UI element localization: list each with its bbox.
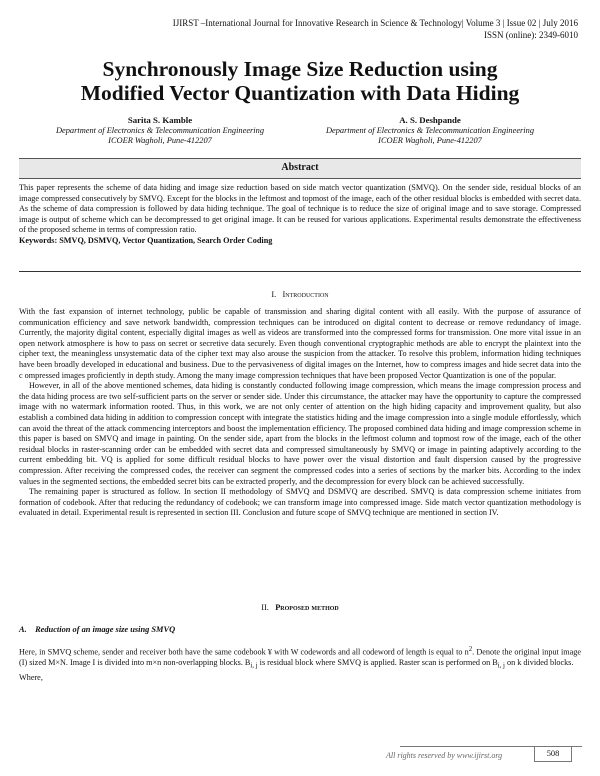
text-run: on k divided blocks.	[504, 658, 574, 668]
author-inst: ICOER Wagholi, Pune-412207	[378, 136, 482, 145]
author-dept: Department of Electronics & Telecommunication Engineering	[55, 125, 265, 135]
section-title: Introduction	[282, 290, 329, 299]
paragraph: The remaining paper is structured as follow. In section II methodology of SMVQ and DSMVQ are described. SMVQ is data compression scheme initiates from formation of codebook. After that reducing the redundancy of codebook; we can transform image into compressed image. Side match vector quantization methodology is evaluated in detail. Experimental result is represented in section III. Conclusion and future scope of SMVQ technique are mentioned in section IV.	[19, 487, 581, 518]
journal-header: IJIRST –International Journal for Innovative Research in Science & Technology| Volume 3 | Issue 02 | July 2016	[172, 18, 578, 28]
abstract-body	[19, 183, 581, 247]
subsection-title: Reduction of an image size using SMVQ	[35, 625, 176, 634]
author-dept: Department of Electronics & Telecommunication Engineering	[325, 125, 535, 135]
author-inst: ICOER Wagholi, Pune-412207	[108, 136, 212, 145]
subsection-heading	[19, 625, 175, 634]
section-heading-introduction	[0, 290, 600, 299]
title-line-2: Modified Vector Quantization with Data Hiding	[80, 81, 520, 105]
section-number: I.	[271, 290, 277, 299]
section-number: II.	[261, 603, 269, 612]
paper-title	[0, 57, 600, 105]
text-run: . Denote the original input image (I) sized M×N. Image I is divided into m×n non-overlapping blocks. B	[19, 647, 581, 668]
author-block-1	[20, 115, 300, 147]
abstract-heading-box	[19, 158, 581, 179]
abstract-text: This paper represents the scheme of data hiding and image size reduction based on side match vector quantization (SMVQ). On the sender side, residual blocks of an image compressed consecutively by SMVQ. Except for the blocks in the leftmost and topmost of the image, each of the other residual blocks is embedded with secret data. As the scheme of data compression is followed by data hiding technique. The goal of technique is to reduce the size of original image and to save storage. Compressed image is output of scheme which can be decompressed to get original image. It can be reused for various applications. Experimental results demonstrate the effectiveness of the proposed scheme in terms of compression ratio.	[19, 183, 581, 235]
issn-line: ISSN (online): 2349-6010	[484, 30, 578, 40]
page-number: 508	[534, 746, 572, 762]
text-run: Here, in SMVQ scheme, sender and receiver both have the same codebook ¥ with W codewords and all codeword of length is equal to n	[19, 647, 469, 657]
proposed-method-body	[19, 645, 581, 683]
paragraph: Where,	[19, 672, 43, 682]
abstract-divider	[19, 271, 581, 272]
paragraph: However, in all of the above mentioned schemes, data hiding is constantly conducted following image compression, which means the image compression process and the data hiding process are two self-sufficient parts on the server or sender side. Under this circumstance, the attacker may have the opportunity to capture the compressed image with no watermark information rooted. Thus, in this work, we are not only center of attention on the high hiding capacity and improvement quality, but also establish a combined data hiding in addition to compression concept with integrate the statistics hiding and the image compression into a single module effortlessly, which can avoid the threat of the attack commencing interceptors and boost the implementation efficiency. The proposed combined data hiding and image compression scheme in this paper is based on SMVQ and image in painting. On the sender side, apart from the blocks in the leftmost column and topmost row of the image, each of the other residual blocks in raster-scanning order can be embedded with secret data and compressed simultaneously by SMVQ or image in painting adaptively according to the current embedding bit. VQ is applied for some difficult residual blocks to have power over the visual distortion and fault dispersion caused by the progressive compression. After receiving the compressed codes, the receiver can segment the compressed codes into a series of sections by the marker bits. According to the index values in the segmented sections, the embedded secret bits can be extracted properly, and the decompression for every block can be achieved successfully.	[19, 381, 581, 486]
section-title: Proposed method	[275, 603, 339, 612]
subsection-label: A.	[19, 625, 27, 634]
superscript: 2	[468, 646, 473, 653]
text-run: is residual block where SMVQ is applied. Raster scan is performed on B	[257, 658, 498, 668]
author-name: Sarita S. Kamble	[127, 115, 193, 125]
paragraph	[19, 645, 581, 673]
introduction-body	[19, 307, 581, 519]
subscript: i, j	[497, 662, 505, 670]
footer-rights: All rights reserved by www.ijirst.org	[386, 751, 503, 760]
paragraph: With the fast expansion of internet technology, public be capable of transmission and sharing digital content with all easily. With the purpose of assurance of communication efficiency and save network bandwidth, compression techniques can be introduced on digital content to decrease or remove redundancy of image. Currently, the majority digital content, especially digital images as well as videos are transformed into the compressed forms for transmission. One more vital issue in an open network atmosphere is how to pass on secret or secretive data securely. Even though conventional cryptographic methods are able to encrypt the plaintext into the cipher text, the meaningless unsystematic data of the cipher text may also arouse the suspicion from the attacker. To resolve this problem, information hiding techniques have been broadly developed in educational and business. Due to the pervasiveness of digital images on the Internet, how to compress images and hide secret data into the c ompressed images proficiently in depth study. Among the many image compression techniques that have been proposed Vector Quantization is one of the popular.	[19, 307, 581, 380]
author-block-2	[290, 115, 570, 147]
keywords: Keywords: SMVQ, DSMVQ, Vector Quantization, Search Order Coding	[19, 235, 273, 245]
subscript: i, j	[250, 662, 258, 670]
abstract-heading: Abstract	[281, 162, 319, 173]
author-name: A. S. Deshpande	[399, 115, 461, 125]
section-heading-proposed-method	[0, 603, 600, 612]
title-line-1: Synchronously Image Size Reduction using	[102, 57, 498, 81]
